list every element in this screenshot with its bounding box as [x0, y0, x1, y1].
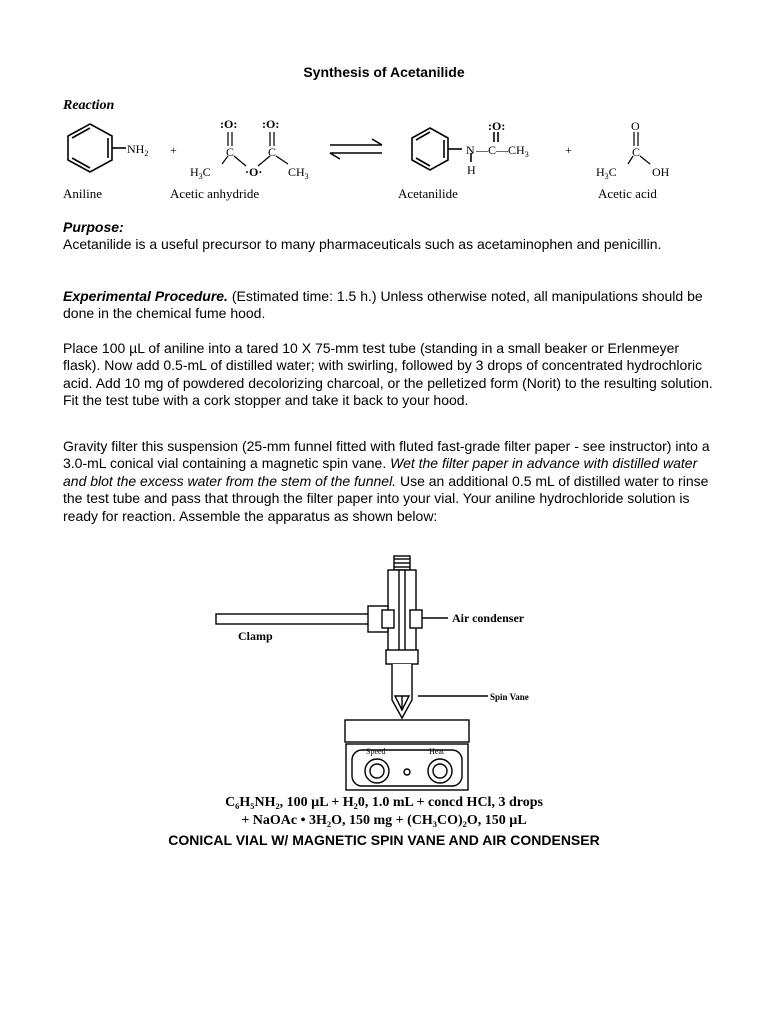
anhydride-ch3: $CH_3$: [288, 165, 309, 181]
purpose-heading: Purpose:: [63, 219, 124, 235]
page-title: Synthesis of Acetanilide: [303, 64, 465, 80]
procedure-text: (Estimated time: 1.5 h.) Unless otherwise noted, all manipulations should be done in the chemical fume hood.: [63, 288, 703, 322]
label-spin-vane: Spin Vane: [490, 692, 529, 702]
compound-name-aniline: Aniline: [63, 186, 102, 201]
acetic-acid-h3c: $H_3C$: [596, 165, 617, 181]
aniline-nh2: $NH_2$: [127, 142, 149, 158]
hot-plate-surface: [345, 720, 469, 742]
procedure-section: [63, 288, 713, 323]
label-heat: Heat: [429, 747, 445, 756]
equilibrium-arrows: [330, 139, 382, 159]
acetanilide-o: :O:: [488, 119, 506, 133]
anhydride-h3c: $H_3C$: [190, 165, 211, 181]
label-air-condenser: Air condenser: [452, 611, 525, 625]
procedure-heading: Experimental Procedure.: [63, 288, 228, 304]
anhydride-o-2: :O:: [262, 117, 280, 131]
compound-name-acetanilide: Acetanilide: [398, 186, 458, 201]
reaction-scheme: [30, 108, 740, 208]
label-clamp: Clamp: [238, 629, 273, 643]
acetanilide-h: H: [467, 163, 476, 177]
compound-name-acetic-acid: Acetic acid: [598, 186, 657, 201]
vial-connector: [386, 650, 418, 664]
reagent-formula-line-2: + NaOAc • 3H₂O, 150 mg + (CH₃CO)₂O, 150 µL: [241, 813, 527, 828]
aniline-structure: [68, 124, 126, 172]
clamp-jaw-inner: [382, 610, 394, 628]
reagent-formula-line-1: C₆H₅NH₂, 100 µL + H₂0, 1.0 mL + concd HCl, 3 drops: [225, 795, 543, 810]
indicator-light: [404, 769, 410, 775]
gravity-text-part-2: Use an additional 0.5 mL of distilled water to rinse the test tube and pass that through the filter paper into your vial. Your aniline hydrochloride solution is ready for reaction. Assemble the apparatus as shown below:: [63, 472, 709, 524]
gravity-paragraph: [63, 438, 713, 525]
acetic-acid-o: O: [631, 119, 640, 133]
purpose-section: [63, 219, 713, 254]
acetanilide-chain: $—C—CH_3$: [476, 143, 529, 159]
anhydride-bridge-o: ·O·: [245, 165, 263, 179]
acetic-acid-c: C: [632, 145, 641, 159]
label-speed: Speed: [366, 747, 386, 756]
anhydride-c-1: C: [226, 145, 235, 159]
place-paragraph: Place 100 µL of aniline into a tared 10 X 75-mm test tube (standing in a small beaker or Erlenmeyer flask). Now add 0.5-mL of distilled water; with swirling, followed by 3 drops of concentrated hydrochloric acid. Add 10 mg of powdered decolorizing charcoal, or the pelletized form (Norit) to the resulting solution. Fit the test tube with a cork stopper and take it back to your hood.: [63, 340, 713, 409]
plus-sign-1: +: [170, 143, 177, 157]
gravity-text-emphasis: Wet the filter paper in advance with distilled water and blot the excess water from the stem of the funnel.: [63, 455, 698, 489]
anhydride-c-2: C: [268, 145, 277, 159]
clamp-rod: [216, 614, 372, 624]
compound-name-acetic-anhydride: Acetic anhydride: [170, 186, 260, 201]
anhydride-o-1: :O:: [220, 117, 238, 131]
acetic-acid-oh: OH: [652, 165, 670, 179]
plus-sign-2: +: [565, 143, 572, 157]
figure-caption: CONICAL VIAL W/ MAGNETIC SPIN VANE AND AIR CONDENSER: [168, 832, 600, 848]
apparatus-diagram: [200, 550, 560, 795]
purpose-text: Acetanilide is a useful precursor to many pharmaceuticals such as acetaminophen and penicillin.: [63, 236, 662, 253]
reaction-heading: Reaction: [63, 98, 115, 113]
gravity-text-part-1: Gravity filter this suspension (25-mm funnel fitted with fluted fast-grade filter paper - see instructor) into a 3.0-mL conical vial containing a magnetic spin vane.: [63, 438, 710, 472]
acetanilide-n: N: [466, 143, 475, 157]
